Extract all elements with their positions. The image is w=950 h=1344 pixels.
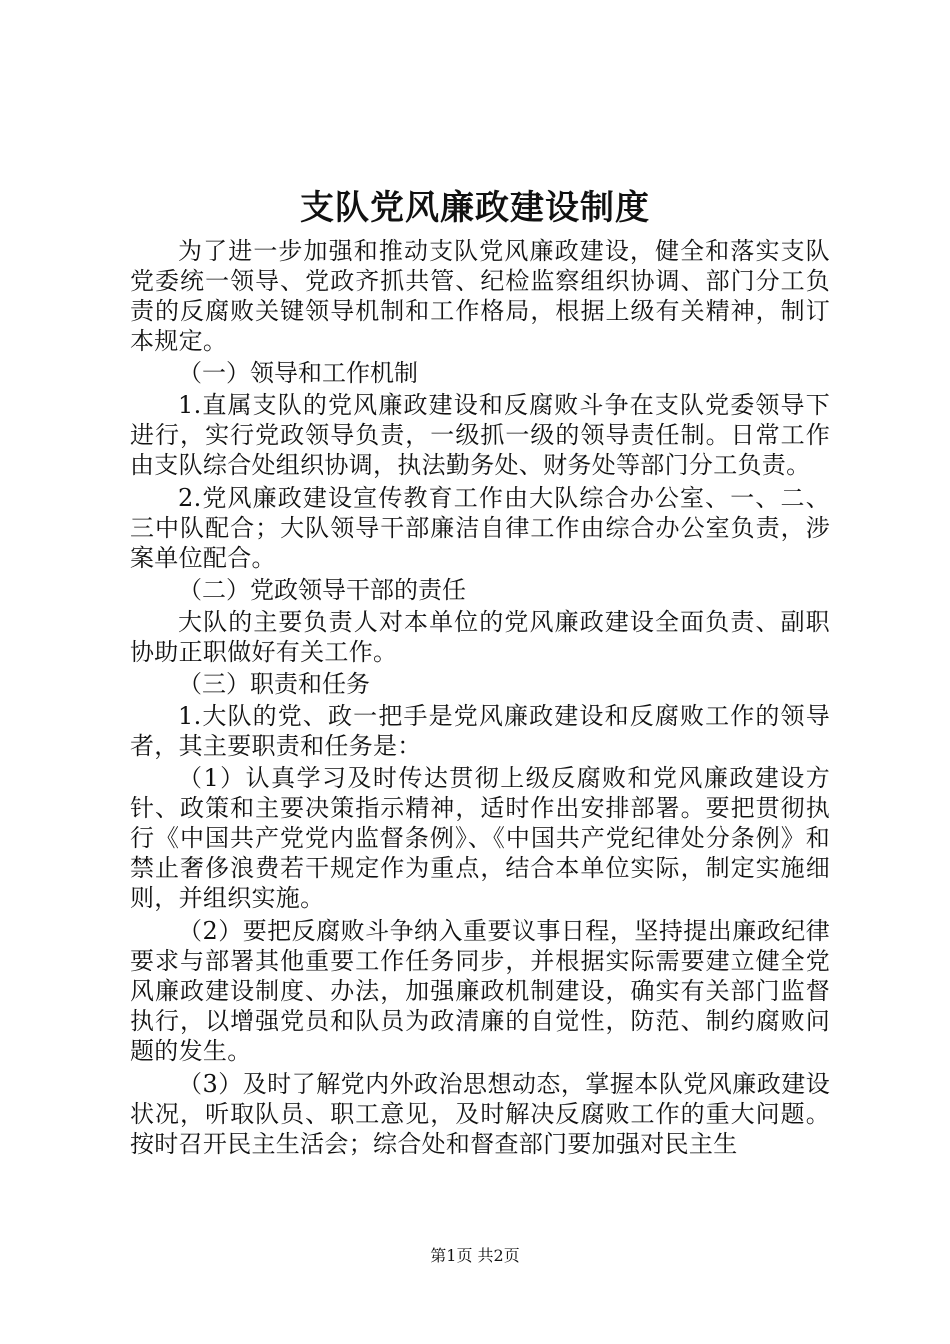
section-heading-3: （三）职责和任务	[178, 670, 370, 698]
document-title: 支队党风廉政建设制度	[300, 188, 650, 228]
section-heading-1: （一）领导和工作机制	[178, 359, 418, 387]
paragraph-1-2: 2.党风廉政建设宣传教育工作由大队综合办公室、一、二、三中队配合；大队领导干部廉洁自律工作由综合办公室负责，涉案单位配合。	[130, 484, 830, 572]
paragraph-1-1: 1.直属支队的党风廉政建设和反腐败斗争在支队党委领导下进行，实行党政领导负责，一级抓一级的领导责任制。日常工作由支队综合处组织协调，执法勤务处、财务处等部门分工负责。	[130, 391, 830, 479]
paragraph-3-1: 1.大队的党、政一把手是党风廉政建设和反腐败工作的领导者，其主要职责和任务是：	[130, 702, 830, 760]
document-body	[130, 236, 830, 1159]
page-footer: 第1页 共2页	[430, 1246, 520, 1265]
intro-paragraph: 为了进一步加强和推动支队党风廉政建设，健全和落实支队党委统一领导、党政齐抓共管、纪检监察组织协调、部门分工负责的反腐败关键领导机制和工作格局，根据上级有关精神，制订本规定。	[130, 237, 830, 355]
paragraph-3-1-2: （2）要把反腐败斗争纳入重要议事日程，坚持提出廉政纪律要求与部署其他重要工作任务同步，并根据实际需要建立健全党风廉政建设制度、办法，加强廉政机制建设，确实有关部门监督执行，以增强党员和队员为政清廉的自觉性，防范、制约腐败问题的发生。	[130, 917, 830, 1065]
paragraph-3-1-1: （1）认真学习及时传达贯彻上级反腐败和党风廉政建设方针、政策和主要决策指示精神，适时作出安排部署。要把贯彻执行《中国共产党党内监督条例》、《中国共产党纪律处分条例》和禁止奢侈浪费若干规定作为重点，结合本单位实际，制定实施细则，并组织实施。	[130, 764, 830, 912]
paragraph-3-1-3: （3）及时了解党内外政治思想动态，掌握本队党风廉政建设状况，听取队员、职工意见，及时解决反腐败工作的重大问题。按时召开民主生活会；综合处和督查部门要加强对民主生	[130, 1070, 830, 1158]
paragraph-2: 大队的主要负责人对本单位的党风廉政建设全面负责、副职协助正职做好有关工作。	[130, 608, 830, 666]
section-heading-2: （二）党政领导干部的责任	[178, 576, 466, 604]
